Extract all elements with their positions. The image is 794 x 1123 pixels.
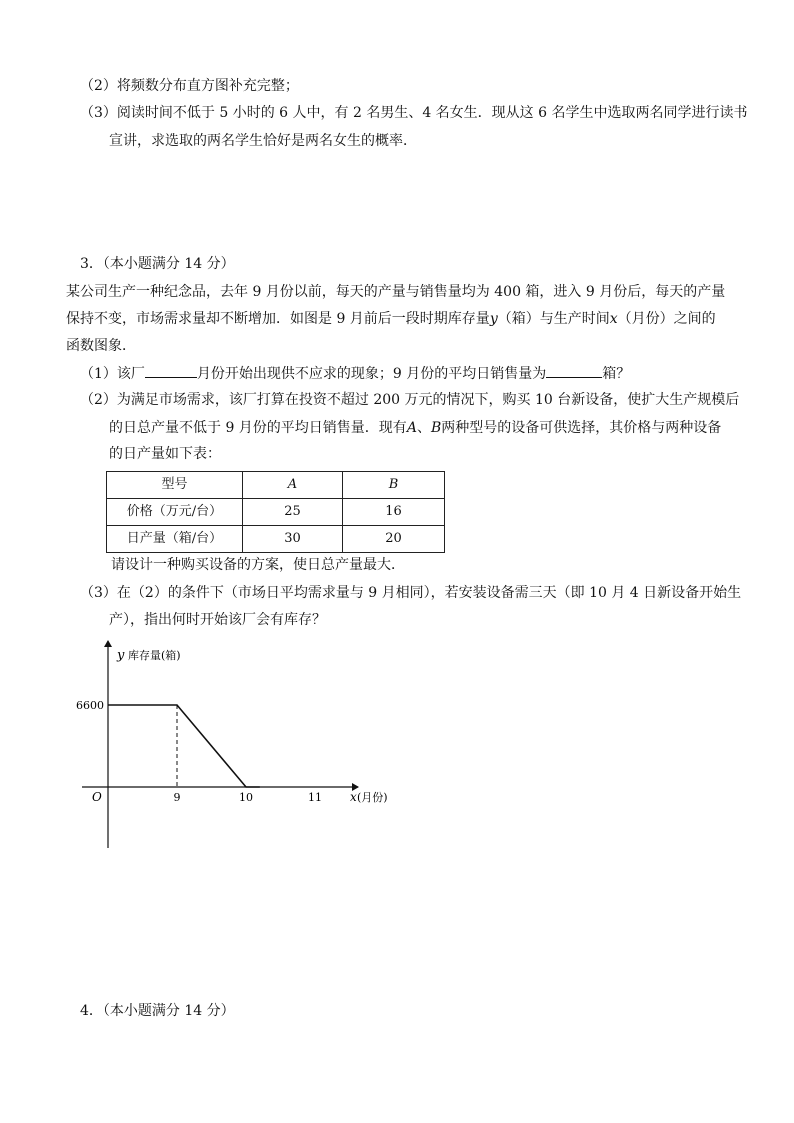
table-row <box>107 526 445 553</box>
var-x: x <box>609 311 618 327</box>
inventory-series-line <box>108 705 260 787</box>
q3-part2-line2-a: 的日总产量不低于 9 月份的平均日销售量．现有 <box>109 420 407 436</box>
origin-label: O <box>92 790 102 804</box>
q3-intro-line2 <box>66 309 716 329</box>
q3-part1 <box>80 363 630 384</box>
q3-part2-line1: （2）为满足市场需求，该厂打算在投资不超过 200 万元的情况下，购买 10 台新设备，使扩大生产规模后 <box>80 392 740 408</box>
table-header-cell: B <box>343 472 445 499</box>
q3-part2-line3: 的日产量如下表： <box>109 446 221 462</box>
table-header-cell: A <box>243 472 343 499</box>
q3-part1-b: 月份开始出现供不应求的现象；9 月份的平均日销售量为 <box>196 366 547 382</box>
table-cell: 25 <box>243 499 343 526</box>
x-axis-unit: (月份) <box>357 791 388 804</box>
equipment-table <box>106 471 445 553</box>
table-cell: 日产量（箱/台） <box>107 526 243 553</box>
table-cell: 16 <box>343 499 445 526</box>
x-tick-label: 11 <box>308 791 322 804</box>
y-tick-label: 6600 <box>76 699 104 712</box>
x-tick-label: 9 <box>173 791 181 804</box>
q2-part3-line2: 宣讲，求选取的两名学生恰好是两名女生的概率． <box>109 133 417 149</box>
table-cell: 20 <box>343 526 445 553</box>
table-cell: 价格（万元/台） <box>107 499 243 526</box>
q3-part3-line2: 产），指出何时开始该厂会有库存？ <box>109 612 326 628</box>
table-header-row <box>107 472 445 499</box>
q4-header: 4．（本小题满分 14 分） <box>80 1003 235 1019</box>
q3-part2-line2-sep: 、 <box>416 420 431 436</box>
table-row <box>107 499 445 526</box>
q3-part3-line1: （3）在（2）的条件下（市场日平均需求量与 9 月相同），若安装设备需三天（即 10 月 4 日新设备开始生 <box>80 585 742 601</box>
y-axis-unit: 库存量(箱) <box>128 649 181 662</box>
q2-part2: （2）将频数分布直方图补充完整； <box>80 78 299 94</box>
q3-intro-line1: 某公司生产一种纪念品，去年 9 月份以前，每天的产量与销售量均为 400 箱，进入 9 月份后，每天的产量 <box>66 284 726 300</box>
y-axis-var: y <box>117 648 125 663</box>
q3-part2-line2 <box>109 418 721 438</box>
model-b-label: B <box>430 420 442 436</box>
table-cell: 30 <box>243 526 343 553</box>
q3-part1-a: （1）该厂 <box>80 366 145 382</box>
q3-part2-line2-b: 两种型号的设备可供选择，其价格与两种设备 <box>441 420 722 436</box>
model-a-label: A <box>406 420 417 436</box>
var-y: y <box>489 311 498 327</box>
q3-intro-line2-c: （月份）之间的 <box>617 311 716 327</box>
q2-part3-line1: （3）阅读时间不低于 5 小时的 6 人中，有 2 名男生、4 名女生．现从这 6 名学生中选取两名同学进行读书 <box>80 105 748 121</box>
q3-intro-line2-b: （箱）与生产时间 <box>497 311 610 327</box>
q3-part1-c: 箱？ <box>602 366 631 382</box>
q3-intro-line2-a: 保持不变，市场需求量却不断增加．如图是 9 月前后一段时期库存量 <box>66 311 490 327</box>
answer-blank-sales <box>546 363 602 378</box>
table-header-cell: 型号 <box>107 472 243 499</box>
q3-intro-line3: 函数图象． <box>66 338 136 354</box>
x-axis-var: x <box>350 790 357 804</box>
answer-blank-month <box>145 363 197 378</box>
q3-header: 3．（本小题满分 14 分） <box>80 256 235 272</box>
x-tick-label: 10 <box>239 791 253 804</box>
q3-part2-after: 请设计一种购买设备的方案，使日总产量最大． <box>111 557 405 573</box>
